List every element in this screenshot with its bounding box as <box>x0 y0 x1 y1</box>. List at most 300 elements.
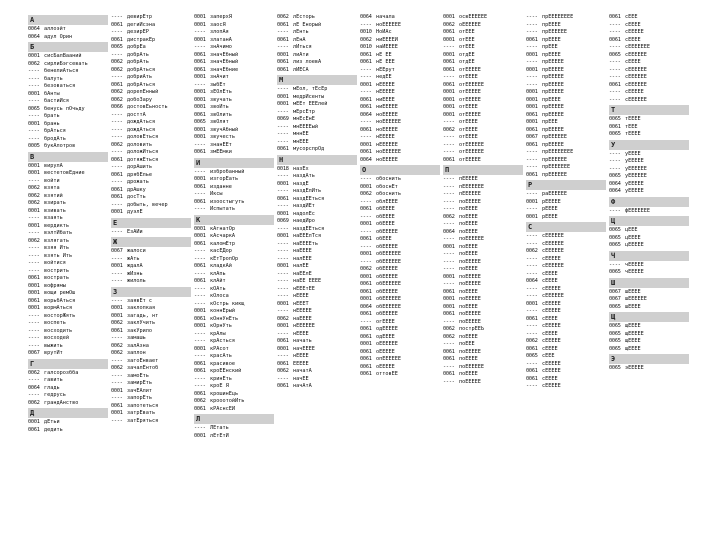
word-code: ---- <box>194 338 206 344</box>
word-row <box>609 242 689 250</box>
word-code: 0062 <box>111 365 123 371</box>
word-row <box>609 14 689 22</box>
word-column <box>609 14 689 528</box>
word-row <box>194 127 274 135</box>
word-code: ---- <box>277 188 289 194</box>
word-text: досттА <box>127 111 146 118</box>
word-row <box>277 353 357 361</box>
word-row <box>443 22 523 30</box>
word-row <box>28 400 108 408</box>
word-code: ---- <box>111 149 123 155</box>
word-text: вормАться <box>44 305 73 311</box>
word-text: сЕЕЕЕ <box>625 21 641 28</box>
word-text: шЕЕЕЕ <box>625 288 641 295</box>
word-code: ---- <box>360 243 372 250</box>
word-text: мнЕЕЕЕый <box>293 123 318 130</box>
word-text: облЕЕЕЕ <box>376 198 398 205</box>
word-row <box>526 233 606 241</box>
word-row <box>28 377 108 385</box>
word-text: изгорЕать <box>210 176 239 182</box>
word-code: 0001 <box>443 303 455 310</box>
word-code: 0062 <box>360 191 372 197</box>
word-code: ---- <box>111 395 123 401</box>
word-code: ---- <box>277 293 289 299</box>
word-text: обЕЕЕЕЕЕ <box>376 251 401 257</box>
word-row <box>277 308 357 316</box>
word-text: обЕЕЕЕЕ <box>376 311 398 317</box>
word-code: ---- <box>609 74 621 80</box>
word-code: ---- <box>360 258 372 265</box>
word-row <box>443 52 523 60</box>
word-code: 0001 <box>277 51 289 58</box>
word-text: поЕЕЕЕ <box>459 251 478 257</box>
word-code: ---- <box>277 330 289 337</box>
word-row <box>111 157 191 165</box>
word-code: ---- <box>28 75 40 82</box>
word-code: ---- <box>194 44 206 50</box>
word-row <box>194 368 274 376</box>
word-row <box>194 278 274 286</box>
word-text: вофрямы <box>44 282 66 289</box>
word-text: сЕЕЕЕЕЕ <box>625 66 647 73</box>
word-row <box>277 94 357 102</box>
word-text: уЕЕЕЕЕ <box>625 158 644 164</box>
word-row <box>360 371 440 379</box>
word-text: лЕнА <box>293 36 306 43</box>
word-row <box>609 59 689 67</box>
word-row <box>526 97 606 105</box>
word-row <box>111 395 191 403</box>
word-text: адул Орин <box>44 33 73 40</box>
word-row <box>28 83 108 91</box>
word-code: 0062 <box>194 398 206 404</box>
word-text: красАть <box>210 353 232 359</box>
word-code: 0061 <box>111 186 123 193</box>
word-code: 0061 <box>443 59 455 65</box>
word-code: ---- <box>360 176 372 182</box>
word-row <box>360 89 440 97</box>
word-code: 0001 <box>443 96 455 103</box>
word-text: пЕЕЕЕЕЕ <box>459 191 481 197</box>
word-text: аллоэйт <box>44 26 66 32</box>
word-row <box>28 91 108 99</box>
word-code: ---- <box>609 261 621 268</box>
word-code: 0061 <box>526 315 538 322</box>
word-code: ---- <box>526 308 538 314</box>
word-text: златанА <box>210 36 232 43</box>
word-text: мЕрсЕтр <box>293 108 315 115</box>
word-text: фЕЕЕЕЕЕЕ <box>625 207 650 214</box>
word-code: ---- <box>28 267 40 274</box>
word-code: 0064 <box>609 180 621 187</box>
word-row <box>111 172 191 180</box>
word-text: оттовЕЕ <box>376 371 398 377</box>
word-code: 0064 <box>443 228 455 235</box>
word-code: 0061 <box>194 368 206 374</box>
word-text: раЕЕЕЕЕЕ <box>542 191 567 197</box>
letter-header: И <box>194 158 274 168</box>
word-row <box>443 296 523 304</box>
word-row <box>277 86 357 94</box>
word-code: ---- <box>277 203 289 209</box>
word-text: вестетовЕдние <box>44 170 85 176</box>
word-code: ---- <box>443 206 455 212</box>
word-row <box>609 235 689 243</box>
word-code: ---- <box>194 141 206 148</box>
word-row <box>28 26 108 34</box>
word-code: 0001 <box>28 53 40 59</box>
word-code: 0001 <box>194 21 206 28</box>
word-text: балуть <box>44 75 63 82</box>
word-text: поЕЕЕЕ <box>459 228 478 235</box>
word-row <box>28 163 108 171</box>
word-code: 0061 <box>277 383 289 389</box>
word-row <box>277 361 357 369</box>
word-code: ---- <box>194 300 206 307</box>
word-text: ниЕЕЕЕЙ <box>376 36 398 43</box>
word-row <box>111 74 191 82</box>
word-code: 0061 <box>609 14 621 20</box>
word-row <box>194 425 274 433</box>
word-text: букАлотров <box>44 143 76 149</box>
word-row <box>526 164 606 172</box>
word-code: 0061 <box>443 288 455 295</box>
word-code: 0001 <box>526 96 538 103</box>
word-text: мЕол, тЕсЕр <box>293 86 328 92</box>
word-code: 0001 <box>277 93 289 100</box>
word-text: чЕЕЕЕЕ <box>625 269 644 275</box>
word-text: сЕЕЕЕЕЕ <box>542 248 564 254</box>
word-text: отЕЕЕЕЕ <box>459 66 481 73</box>
word-row <box>194 44 274 52</box>
word-text: ноЕЕЕЕЕЕ <box>376 21 401 28</box>
word-row <box>111 373 191 381</box>
word-code: 0001 <box>277 323 289 329</box>
word-row <box>526 149 606 157</box>
word-row <box>443 82 523 90</box>
word-text: сЕЕЕЕЕ <box>542 308 561 314</box>
word-row <box>28 260 108 268</box>
word-list-page <box>28 14 692 528</box>
word-row <box>194 271 274 279</box>
word-text: жилоль <box>127 278 146 284</box>
word-text: дрябЕлье <box>127 171 152 178</box>
word-row <box>360 157 440 165</box>
word-code: 0010 <box>360 29 372 35</box>
word-row <box>360 349 440 357</box>
word-row <box>526 308 606 316</box>
word-row <box>111 89 191 97</box>
word-code: 0065 <box>609 330 621 337</box>
word-text: сЕЕЕЕ <box>625 36 641 43</box>
word-row <box>609 227 689 235</box>
word-code: ---- <box>277 255 289 262</box>
word-text: поЕЕЕЕЕ <box>459 378 481 385</box>
word-row <box>443 149 523 157</box>
word-row <box>609 124 689 132</box>
word-row <box>194 112 274 120</box>
word-row <box>277 22 357 30</box>
word-row <box>194 301 274 309</box>
word-row <box>277 316 357 324</box>
word-text: НоЙАс <box>376 29 392 35</box>
word-text: сЕЕЕЕЕЕ <box>542 263 564 269</box>
word-text: злопАя <box>210 29 229 35</box>
word-text: добрАть <box>127 59 149 65</box>
word-row <box>194 149 274 157</box>
word-row <box>443 37 523 45</box>
word-code: 0062 <box>111 59 123 65</box>
word-row <box>111 97 191 105</box>
word-code: ---- <box>526 330 538 337</box>
word-text: обЕЕЕЕЕЕ <box>376 303 401 310</box>
word-text: достовЕьность <box>127 104 168 110</box>
word-row <box>443 191 523 199</box>
word-code: ---- <box>194 255 206 262</box>
word-row <box>526 29 606 37</box>
word-text: затрЕвать <box>127 410 156 416</box>
word-text: бродАть <box>44 135 66 142</box>
word-text: пЕЕЕЕЕЕЕ <box>459 183 484 190</box>
word-code: ---- <box>443 363 455 370</box>
word-code: ---- <box>443 191 455 197</box>
word-text: зЕОлЕть <box>210 89 232 95</box>
word-text: отЕЕЕЕЕ <box>459 111 481 118</box>
word-code: 0061 <box>111 171 123 178</box>
word-code: ---- <box>443 183 455 190</box>
word-text: обЕЕЕЕЕЕ <box>376 258 401 265</box>
word-row <box>28 238 108 246</box>
word-code: ---- <box>443 176 455 182</box>
word-text: кОннУнЕть <box>210 315 239 322</box>
word-text: обЕЕЕЕЕ <box>376 243 398 250</box>
word-code: ---- <box>277 173 289 179</box>
word-text: значЕбный <box>210 51 239 58</box>
word-row <box>111 59 191 67</box>
word-code: ---- <box>111 51 123 58</box>
word-code: ---- <box>28 312 40 319</box>
word-text: добрАться <box>127 81 156 88</box>
word-code: 0018 <box>277 165 289 172</box>
word-text: прЕЕЕЕЕЕ <box>542 171 567 178</box>
word-text: наздИЕт <box>293 203 315 209</box>
word-row <box>194 142 274 150</box>
word-code: 0062 <box>443 21 455 28</box>
word-text: кЕтТропОр <box>210 255 239 262</box>
word-code: 0001 <box>28 170 40 176</box>
word-text: заплон <box>127 350 146 356</box>
word-row <box>609 67 689 75</box>
word-text: запорЕть <box>127 395 152 401</box>
word-text: зачалЕнтоб <box>127 365 159 371</box>
word-text: кРАснсЕЙ <box>210 405 235 412</box>
word-code: 0062 <box>28 60 40 67</box>
word-row <box>28 193 108 201</box>
word-text: сЕЕЕЕЕ <box>542 300 561 307</box>
word-row <box>526 301 606 309</box>
word-row <box>526 172 606 180</box>
word-text: отдЕЕ <box>459 51 475 58</box>
word-row <box>443 319 523 327</box>
word-text: отдЕЕ <box>459 59 475 65</box>
word-row <box>194 104 274 112</box>
word-text: звучать <box>210 96 232 103</box>
word-text: брань <box>44 120 60 127</box>
word-code: 0061 <box>194 263 206 269</box>
word-row <box>360 334 440 342</box>
word-text: добрАться <box>127 66 156 73</box>
word-text: щЕЕЕЕЕ <box>625 330 644 337</box>
word-text: поЕЕЕЕЕ <box>459 198 481 205</box>
word-text: начЕЕЕЕ <box>293 345 315 352</box>
word-code: 0062 <box>443 213 455 220</box>
word-code: 0062 <box>111 342 123 349</box>
word-text: сЕЕЕЕ <box>542 345 558 352</box>
word-text: врутИт <box>44 350 63 356</box>
word-code: ---- <box>111 335 123 341</box>
word-code: 0062 <box>360 36 372 43</box>
word-row <box>526 286 606 294</box>
word-text: прЕЕЕЕЕ <box>542 66 564 73</box>
word-code: 0061 <box>443 29 455 35</box>
word-code: ---- <box>277 29 289 35</box>
word-code: ---- <box>360 213 372 220</box>
word-text: дистракЕр <box>127 36 156 43</box>
word-code: 0001 <box>360 296 372 302</box>
word-text: сЕЕЕЕЕ <box>542 285 561 292</box>
word-row <box>277 256 357 264</box>
word-row <box>194 398 274 406</box>
word-row <box>526 112 606 120</box>
word-row <box>111 187 191 195</box>
word-row <box>111 14 191 22</box>
word-text: наИЕЕЕЕ <box>376 44 398 50</box>
word-text: рЕЕЕЕ <box>542 206 558 212</box>
word-row <box>360 184 440 192</box>
word-column <box>277 14 357 528</box>
word-row <box>28 61 108 69</box>
word-row <box>443 326 523 334</box>
word-row <box>111 256 191 264</box>
word-text: сЕЕЕЕЕ <box>542 323 561 329</box>
word-code: ---- <box>111 270 123 277</box>
word-text: мЕЕт ЕЕЕлей <box>293 101 328 107</box>
word-row <box>609 338 689 346</box>
word-code: ---- <box>111 228 123 235</box>
word-row <box>28 350 108 358</box>
word-row <box>360 259 440 267</box>
word-text: кОстрь кикщ <box>210 300 245 307</box>
word-text: уЕЕЕЕ <box>625 150 641 157</box>
word-row <box>111 278 191 286</box>
word-code: 0001 <box>526 66 538 73</box>
word-text: рЕЕЕЕ <box>542 213 558 220</box>
word-code: 0061 <box>277 195 289 202</box>
word-row <box>28 200 108 208</box>
word-text: эЕЕЕЕЕ <box>625 365 644 371</box>
word-row <box>443 199 523 207</box>
word-text: сЕЕЕЕ <box>625 59 641 65</box>
word-code: 0062 <box>28 185 40 191</box>
word-row <box>277 29 357 37</box>
word-row <box>194 331 274 339</box>
word-code: ---- <box>277 270 289 277</box>
word-text: одЕЕЕЕЕ <box>376 326 398 332</box>
word-text: выжить <box>44 342 63 349</box>
word-row <box>28 185 108 193</box>
word-text: щЕЕЕЕ <box>625 338 641 344</box>
word-text: дождАться <box>127 119 156 125</box>
word-text: взята <box>44 185 60 191</box>
word-row <box>194 241 274 249</box>
word-row <box>443 236 523 244</box>
word-text: опЕЕЕЕЕЕ <box>376 356 401 362</box>
word-row <box>277 383 357 391</box>
word-text: кАгнатОр <box>210 225 235 232</box>
word-code: ---- <box>526 21 538 28</box>
word-code: ---- <box>111 126 123 133</box>
word-code: ---- <box>277 353 289 359</box>
word-row <box>111 67 191 75</box>
word-code: ---- <box>111 255 123 262</box>
word-row <box>526 331 606 339</box>
word-code: 0065 <box>609 234 621 241</box>
word-code: ---- <box>194 285 206 292</box>
word-text: сЕЕЕЕЕЕ <box>542 233 564 239</box>
word-row <box>443 311 523 319</box>
word-text: поЕЕЕЕ <box>459 266 478 272</box>
word-row <box>609 151 689 159</box>
word-row <box>360 289 440 297</box>
word-text: отЕЕЕЕЕЕ <box>459 141 484 148</box>
word-code: 0062 <box>526 338 538 344</box>
word-code: 0001 <box>360 141 372 148</box>
word-text: поЕЕЕЕЕЕ <box>459 363 484 370</box>
word-code: ---- <box>194 191 206 197</box>
word-code: ---- <box>360 318 372 325</box>
word-row <box>194 52 274 60</box>
word-code: 0065 <box>609 303 621 310</box>
word-text: вирулА <box>44 162 63 169</box>
word-row <box>194 226 274 234</box>
word-row <box>609 166 689 174</box>
word-row <box>526 323 606 331</box>
word-text: отЕЕЕЕЕ <box>459 96 481 103</box>
word-text: уЕЕЕЕЕ <box>625 188 644 194</box>
word-text: обЕЕЕЕЕ <box>376 273 398 280</box>
word-code: 0061 <box>360 371 372 377</box>
word-code: ---- <box>194 353 206 359</box>
word-code: ---- <box>28 327 40 334</box>
word-row <box>360 274 440 282</box>
word-row <box>360 74 440 82</box>
letter-header: Ц <box>609 216 689 226</box>
word-row <box>194 134 274 142</box>
word-code: 0001 <box>111 209 123 215</box>
word-code: 0061 <box>194 183 206 190</box>
word-text: досТть <box>127 194 146 200</box>
word-row <box>28 68 108 76</box>
word-code: ---- <box>277 123 289 130</box>
word-code: 0001 <box>194 126 206 133</box>
word-row <box>111 82 191 90</box>
word-code: 0001 <box>443 273 455 280</box>
word-row <box>111 37 191 45</box>
word-row <box>111 328 191 336</box>
word-text: жИзнь <box>127 270 143 277</box>
word-text: поЕЕЕЕЕ <box>459 348 481 355</box>
word-text: сЕЕЕЕЕЕ <box>542 293 564 299</box>
